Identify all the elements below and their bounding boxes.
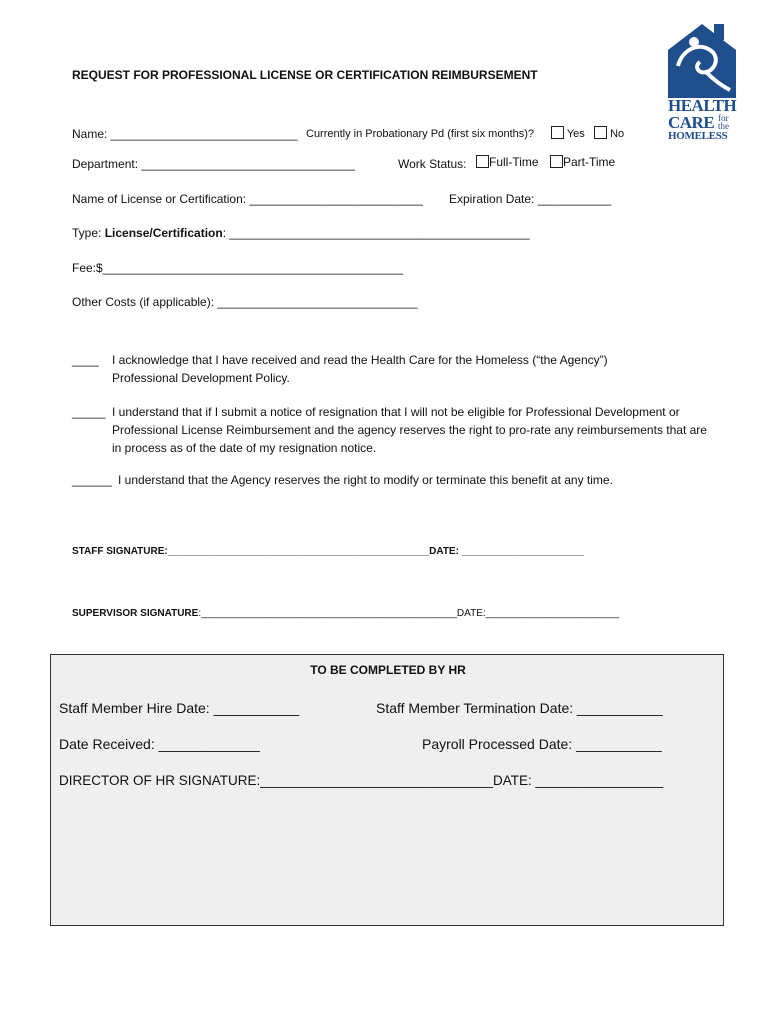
type-prefix: Type: [72,226,105,240]
license-name-label: Name of License or Certification: __________________________ [72,192,423,206]
other-costs-label: Other Costs (if applicable): ______________________________ [72,295,418,309]
part-time-checkbox[interactable] [550,155,563,168]
probation-no-option[interactable] [594,126,624,140]
expiration-date-label: Expiration Date: ___________ [449,192,612,206]
ack-3-text: I understand that the Agency reserves the right to modify or terminate this benefit at any time. [118,473,613,487]
ack-1-blank[interactable]: ____ [72,353,99,367]
staff-signature-line[interactable]: STAFF SIGNATURE:_______________________________________________DATE: ______________________ [72,546,585,557]
full-time-label: Full-Time [489,155,539,169]
logo-line-homeless: HOMELESS [668,130,728,142]
probation-yes-option[interactable] [551,126,585,140]
health-care-for-the-homeless-logo [664,20,740,146]
part-time-option[interactable] [550,155,615,169]
yes-checkbox[interactable] [551,126,564,139]
form-title: REQUEST FOR PROFESSIONAL LICENSE OR CERTIFICATION REIMBURSEMENT [72,68,538,82]
hr-section-box [50,654,724,926]
other-costs-field[interactable] [72,295,418,309]
license-name-field[interactable] [72,192,423,206]
ack-2-blank[interactable]: _____ [72,405,106,419]
house-logo-icon [664,20,740,98]
department-field[interactable] [72,157,355,171]
fee-field[interactable] [72,261,403,275]
director-hr-signature-line[interactable]: DIRECTOR OF HR SIGNATURE:_______________________________DATE: _________________ [59,773,664,788]
no-label: No [610,128,625,140]
hr-section-heading: TO BE COMPLETED BY HR [310,663,466,677]
logo-line-for: for [718,113,729,123]
full-time-option[interactable] [476,155,539,169]
work-status-label: Work Status: [398,157,467,171]
date-received-field[interactable]: Date Received: _____________ [59,736,260,752]
department-label: Department: ________________________________ [72,157,355,171]
supervisor-signature-blank: :______________________________________________DATE:________________________ [198,608,620,619]
type-field[interactable] [72,226,530,240]
supervisor-signature-line[interactable] [72,608,619,619]
expiration-date-field[interactable] [449,192,611,206]
no-checkbox[interactable] [594,126,607,139]
termination-date-field[interactable]: Staff Member Termination Date: ___________ [376,700,663,716]
ack-1-text: I acknowledge that I have received and read the Health Care for the Homeless (“the Agency”) Professional Development Policy. [112,353,608,385]
supervisor-signature-label: SUPERVISOR SIGNATURE [72,608,199,619]
probation-question: Currently in Probationary Pd (first six months)? [306,128,535,140]
logo-line-care: CARE [668,113,715,132]
payroll-processed-field[interactable]: Payroll Processed Date: ___________ [422,736,662,752]
ack-2-text: I understand that if I submit a notice of resignation that I will not be eligible for Professional Development or Professional License Reimbursement and the agency reserves the right to pro-rate any reimbursements that are in process as of the date of my resignation notice. [112,405,707,455]
logo-line-the: the [718,121,729,131]
full-time-checkbox[interactable] [476,155,489,168]
type-bold: License/Certification [104,226,223,240]
type-suffix: : _____________________________________________ [222,226,530,240]
fee-label: Fee:$_____________________________________________ [72,261,404,275]
part-time-label: Part-Time [563,155,616,169]
name-field[interactable] [72,127,298,141]
logo-line-health: HEALTH [668,96,737,115]
name-label: Name: ____________________________ [72,127,298,141]
ack-3-blank[interactable]: ______ [72,473,113,487]
hire-date-field[interactable]: Staff Member Hire Date: ___________ [59,700,300,716]
yes-label: Yes [566,128,585,140]
